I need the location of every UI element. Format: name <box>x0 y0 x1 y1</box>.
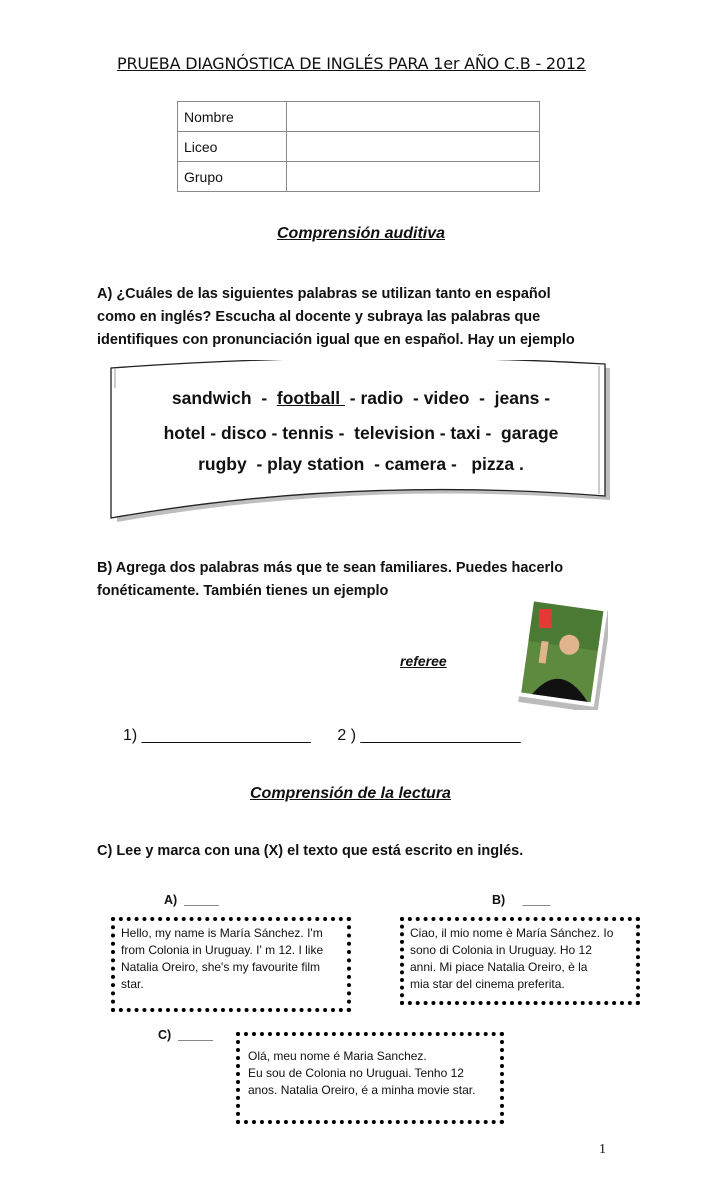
referee-picture <box>518 598 608 710</box>
answer-blanks[interactable]: 1) ___________________ 2 ) __________________ <box>123 727 521 744</box>
question-a-line: como en inglés? Escucha al docente y subraya las palabras que <box>97 309 541 325</box>
table-row <box>178 102 540 132</box>
question-a-text <box>97 283 717 352</box>
text-box-a <box>111 917 351 1012</box>
word-line-start: sandwich - <box>171 388 277 408</box>
example-word: football <box>276 388 345 408</box>
word-line-end: - radio - video - jeans - <box>344 388 551 408</box>
section-heading-listening: Comprensión auditiva <box>277 225 446 242</box>
option-c-label[interactable]: C) _____ <box>158 1028 213 1042</box>
question-b-line: B) Agrega dos palabras más que te sean familiares. Puedes hacerlo <box>97 560 564 576</box>
word-line: rugby - play station - camera - pizza . <box>198 454 524 474</box>
option-a-label[interactable]: A) _____ <box>164 893 219 907</box>
group-label: Grupo <box>178 162 287 192</box>
text-a-line: Hello, my name is María Sánchez. I'm <box>121 926 323 940</box>
text-b-line: sono di Colonia in Uruguay. Ho 12 <box>410 943 592 957</box>
page-title: PRUEBA DIAGNÓSTICA DE INGLÉS PARA 1er AÑO C.B - 2012 <box>117 54 586 73</box>
text-a-line: star. <box>121 977 144 991</box>
text-c-line: Eu sou de Colonia no Uruguai. Tenho 12 <box>248 1066 464 1080</box>
text-b-line: mia star del cinema preferita. <box>410 977 565 991</box>
text-c-line: Olá, meu nome é Maria Sanchez. <box>248 1049 427 1063</box>
table-row <box>178 162 540 192</box>
name-field[interactable] <box>287 102 540 132</box>
name-label: Nombre <box>178 102 287 132</box>
text-b-line: Ciao, il mio nome è María Sánchez. Io <box>410 926 614 940</box>
school-field[interactable] <box>287 132 540 162</box>
group-field[interactable] <box>287 162 540 192</box>
table-row <box>178 132 540 162</box>
text-box-c <box>236 1032 504 1124</box>
question-c-instruction: C) Lee y marca con una (X) el texto que está escrito en inglés. <box>97 843 524 859</box>
question-b-text <box>97 557 717 603</box>
page-number: 1 <box>599 1142 606 1157</box>
word-line <box>105 388 617 409</box>
word-line: hotel - disco - tennis - television - taxi - garage <box>163 423 559 443</box>
text-box-b <box>400 917 640 1005</box>
school-label: Liceo <box>178 132 287 162</box>
text-c-line: anos. Natalia Oreiro, é a minha movie star. <box>248 1083 476 1097</box>
text-b-line: anni. Mi piace Natalia Oreiro, è la <box>410 960 588 974</box>
example-word-referee: referee <box>400 653 447 669</box>
text-a-line: Natalia Oreiro, she's my favourite film <box>121 960 321 974</box>
question-a-line: A) ¿Cuáles de las siguientes palabras se utilizan tanto en español <box>97 286 551 302</box>
student-info-table <box>177 101 540 192</box>
question-a-line: identifiques con pronunciación igual que en español. Hay un ejemplo <box>97 332 575 348</box>
word-list <box>105 388 617 488</box>
option-b-label[interactable]: B) ____ <box>492 893 551 907</box>
question-b-line: fonéticamente. También tienes un ejemplo <box>97 583 389 599</box>
section-heading-reading: Comprensión de la lectura <box>250 785 451 802</box>
text-a-line: from Colonia in Uruguay. I' m 12. I like <box>121 943 324 957</box>
